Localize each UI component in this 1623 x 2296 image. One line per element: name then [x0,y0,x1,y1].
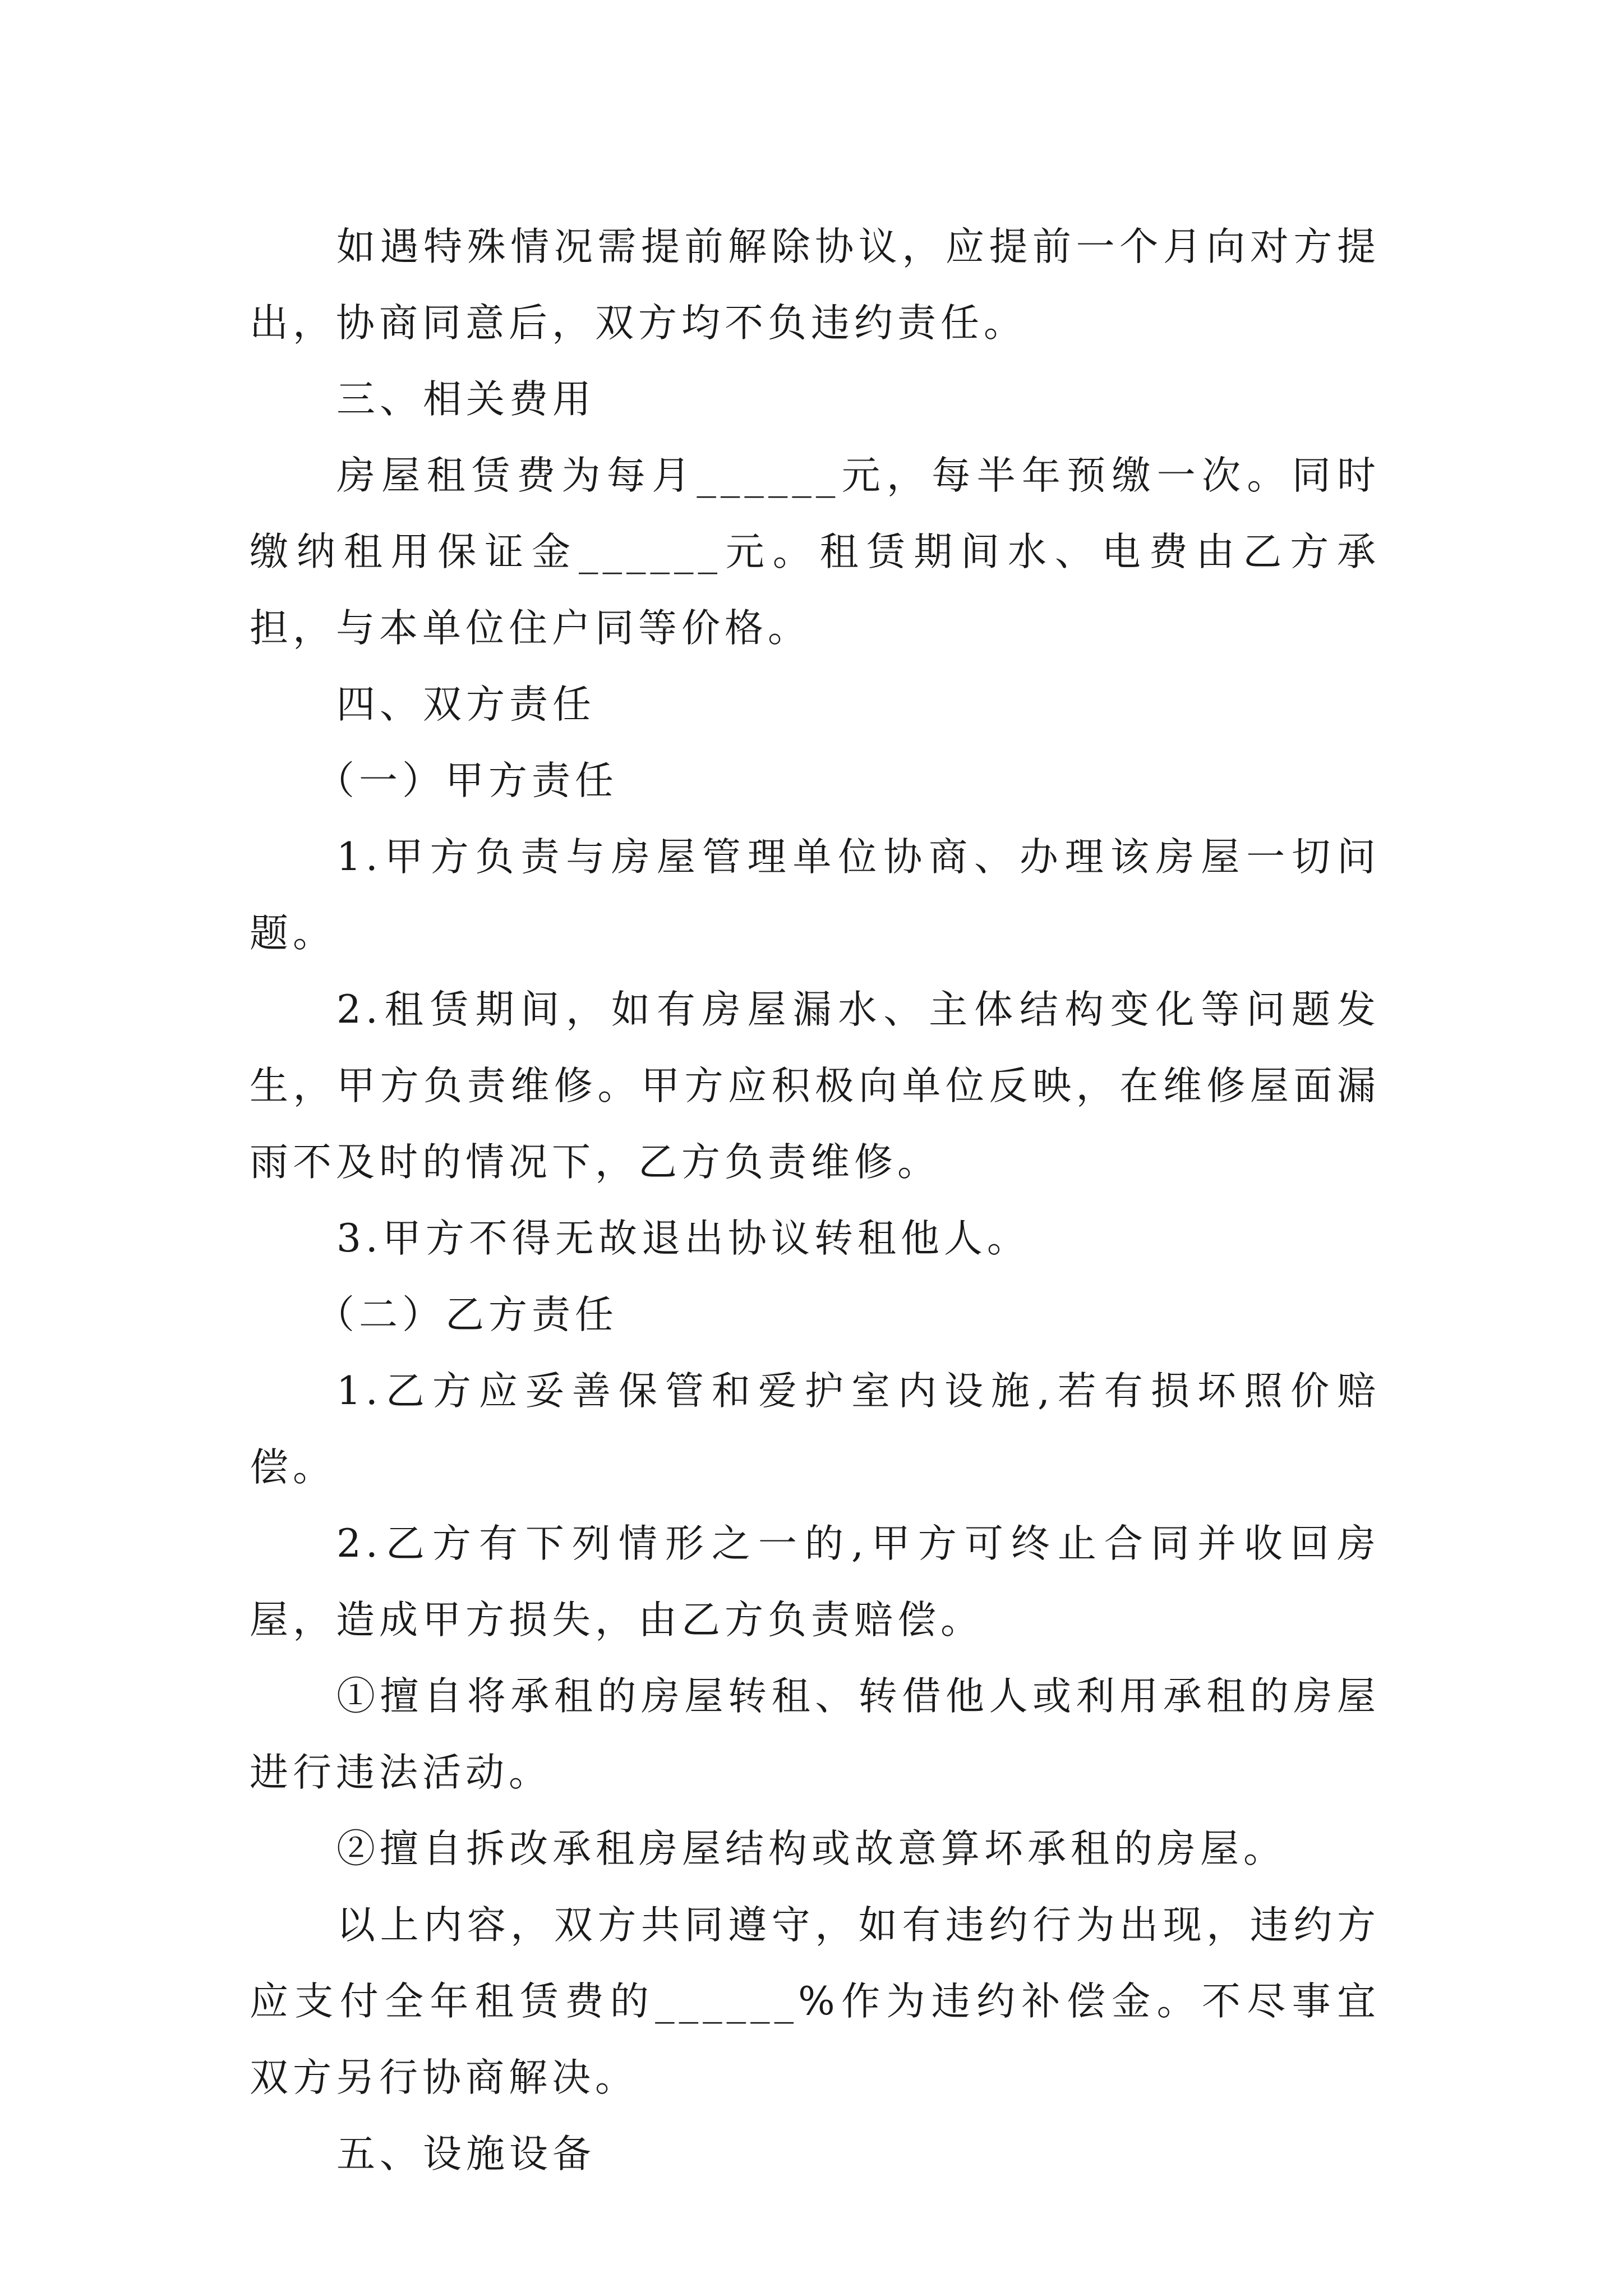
party-b-case-2: ②擅自拆改承租房屋结构或故意算坏承租的房屋。 [336,1826,1287,1871]
party-b-item-2: 2.乙方有下列情形之一的,甲方可终止合同并收回房屋，造成甲方损失，由乙方负责赔偿。 [250,1521,1380,1642]
party-a-item-3: 3.甲方不得无故退出协议转租他人。 [336,1216,1030,1261]
party-b-item-1: 1.乙方应妥善保管和爱护室内设施,若有损坏照价赔偿。 [250,1369,1380,1490]
heading-responsibilities: 四、双方责任 [336,682,596,727]
subheading-party-a-responsibilities: （一）甲方责任 [316,758,618,803]
document-body [250,209,1380,2192]
paragraph-early-termination: 如遇特殊情况需提前解除协议，应提前一个月向对方提出，协商同意后，双方均不负违约责任。 [250,224,1380,346]
subheading-party-b-responsibilities: （二）乙方责任 [316,1292,618,1337]
paragraph-breach-compensation: 以上内容，双方共同遵守，如有违约行为出现，违约方应支付全年租赁费的______%作为违约补偿金。不尽事宜双方另行协商解决。 [250,1903,1380,2100]
paragraph-rent-fees: 房屋租赁费为每月______元，每半年预缴一次。同时缴纳租用保证金______元。租赁期间水、电费由乙方承担，与本单位住户同等价格。 [250,453,1380,651]
party-a-item-1: 1.甲方负责与房屋管理单位协商、办理该房屋一切问题。 [250,835,1380,956]
party-a-item-2: 2.租赁期间，如有房屋漏水、主体结构变化等问题发生，甲方负责维修。甲方应积极向单位反映，在维修屋面漏雨不及时的情况下，乙方负责维修。 [250,987,1380,1185]
heading-related-fees: 三、相关费用 [336,377,596,422]
party-b-case-1: ①擅自将承租的房屋转租、转借他人或利用承租的房屋进行违法活动。 [250,1674,1380,1795]
heading-facilities: 五、设施设备 [336,2132,596,2177]
